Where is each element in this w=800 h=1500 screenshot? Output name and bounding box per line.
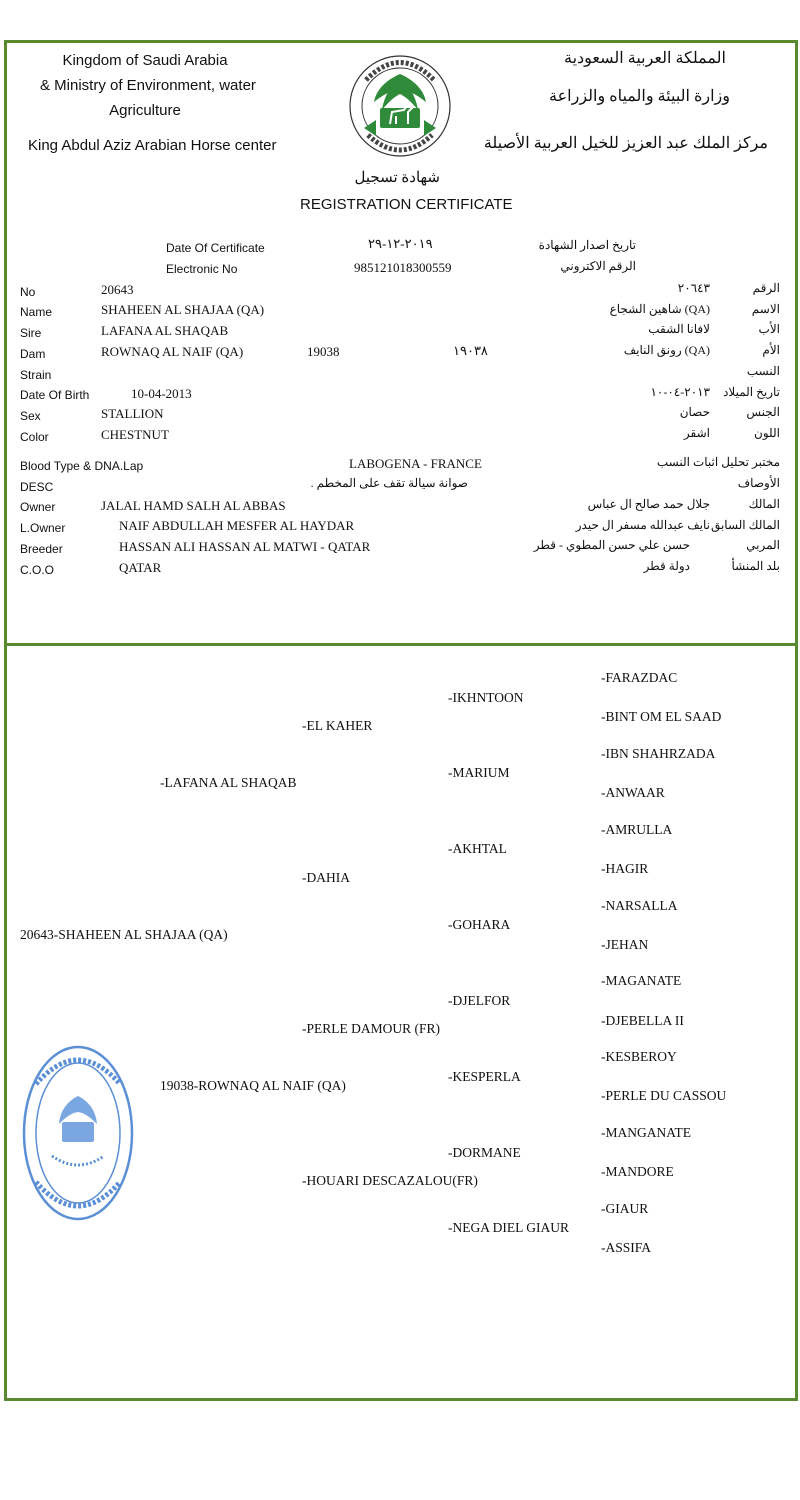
dob-value: 10-04-2013: [131, 386, 192, 401]
pedigree-gen3: -MARIUM: [448, 765, 510, 780]
pedigree-gen4: -DJEBELLA II: [601, 1013, 684, 1028]
name-value: SHAHEEN AL SHAJAA (QA): [101, 302, 265, 317]
pedigree-sire: -LAFANA AL SHAQAB: [160, 775, 297, 790]
ministry-logo: [346, 50, 454, 168]
header-en-line4: King Abdul Aziz Arabian Horse center: [28, 137, 277, 154]
desc-label-ar: الأوصاف: [737, 476, 780, 490]
sex-value-ar: حصان: [679, 405, 710, 419]
dam-value-ar: (QA) رونق النايف: [623, 343, 710, 357]
lowner-label: L.Owner: [20, 521, 66, 535]
no-value: 20643: [101, 282, 134, 297]
no-label-ar: الرقم: [752, 281, 780, 295]
header-ar-line3: مركز الملك عبد العزيز للخيل العربية الأصيلة: [483, 135, 768, 152]
header-ar-line1: المملكة العربية السعودية: [564, 50, 726, 67]
pedigree-gen4: -MANGANATE: [601, 1125, 691, 1140]
pedigree-gen4: -FARAZDAC: [601, 670, 678, 685]
header-ar-line2: وزارة البيئة والمياه والزراعة: [549, 88, 730, 105]
coo-value: QATAR: [119, 560, 162, 575]
color-value: CHESTNUT: [101, 427, 169, 442]
dam-number: 19038: [307, 344, 340, 359]
sex-value: STALLION: [101, 406, 164, 421]
dam-value: ROWNAQ AL NAIF (QA): [101, 344, 244, 359]
color-label: Color: [20, 430, 49, 444]
electronic-label: Electronic No: [166, 262, 238, 276]
strain-label-ar: النسب: [746, 364, 780, 378]
pedigree-gen3: -KESPERLA: [448, 1069, 521, 1084]
pedigree-gen3: -DJELFOR: [448, 993, 511, 1008]
title-ar: شهادة تسجيل: [354, 170, 440, 186]
pedigree-gen3: -GOHARA: [448, 917, 511, 932]
pedigree-gen2: -PERLE DAMOUR (FR): [302, 1021, 441, 1036]
sex-label: Sex: [20, 409, 41, 423]
color-label-ar: اللون: [754, 426, 780, 440]
breeder-label-ar: المربي: [746, 538, 780, 552]
coo-label: C.O.O: [20, 563, 55, 577]
lowner-value-ar: نايف عبدالله مسفر ال حيدر: [575, 518, 710, 532]
pedigree-gen4: -NARSALLA: [601, 898, 678, 913]
pedigree-gen4: -ANWAAR: [601, 785, 665, 800]
pedigree-gen4: -AMRULLA: [601, 822, 673, 837]
lowner-label-ar: المالك السابق: [710, 518, 780, 532]
no-label: No: [20, 285, 36, 299]
no-value-ar: ٢٠٦٤٣: [677, 281, 710, 295]
blood-label: Blood Type & DNA.Lap: [20, 459, 144, 473]
dob-value-ar: ٢٠١٣-٠٤-١٠: [650, 385, 710, 399]
dam-label-ar: الأم: [762, 343, 780, 357]
sire-label: Sire: [20, 326, 42, 340]
owner-label-ar: المالك: [748, 497, 780, 511]
pedigree-gen4: -MANDORE: [601, 1164, 674, 1179]
sex-label-ar: الجنس: [746, 405, 780, 419]
title-en: REGISTRATION CERTIFICATE: [300, 196, 513, 213]
name-label-ar: الاسم: [751, 302, 780, 316]
owner-label: Owner: [20, 500, 56, 514]
lowner-value: NAIF ABDULLAH MESFER AL HAYDAR: [119, 518, 355, 533]
pedigree-gen4: -KESBEROY: [601, 1049, 677, 1064]
pedigree-gen4: -MAGANATE: [601, 973, 682, 988]
blood-value: LABOGENA - FRANCE: [349, 456, 482, 471]
electronic-value: 985121018300559: [354, 260, 452, 275]
coo-value-ar: دولة قطر: [643, 559, 690, 573]
desc-value-ar: صوانة سيالة تقف على المخطم .: [310, 476, 468, 490]
desc-label: DESC: [20, 480, 54, 494]
date-label: Date Of Certificate: [166, 241, 265, 255]
dam-label: Dam: [20, 347, 46, 361]
pedigree-gen3: -DORMANE: [448, 1145, 521, 1160]
sire-value-ar: لافانا الشقب: [648, 322, 710, 336]
pedigree-gen4: -IBN SHAHRZADA: [601, 746, 716, 761]
breeder-value: HASSAN ALI HASSAN AL MATWI - QATAR: [119, 539, 371, 554]
dob-label-ar: تاريخ الميلاد: [723, 385, 780, 399]
pedigree-gen4: -HAGIR: [601, 861, 649, 876]
electronic-label-ar: الرقم الاكتروني: [560, 259, 636, 273]
header-en-line2: & Ministry of Environment, water: [40, 77, 256, 94]
pedigree-dam: 19038-ROWNAQ AL NAIF (QA): [160, 1078, 346, 1093]
pedigree-gen4: -JEHAN: [601, 937, 649, 952]
pedigree-horse: 20643-SHAHEEN AL SHAJAA (QA): [20, 927, 228, 942]
color-value-ar: اشقر: [683, 426, 710, 440]
pedigree-gen2: -HOUARI DESCAZALOU(FR): [302, 1173, 478, 1188]
pedigree-gen3: -NEGA DIEL GIAUR: [448, 1220, 569, 1235]
pedigree-gen2: -DAHIA: [302, 870, 350, 885]
dam-number-ar: ١٩٠٣٨: [453, 343, 488, 358]
header-en-line1: Kingdom of Saudi Arabia: [62, 52, 228, 69]
pedigree-gen2: -EL KAHER: [302, 718, 373, 733]
date-value: ٢٠١٩-١٢-٢٩: [368, 236, 433, 251]
owner-value-ar: جلال حمد صالح ال عباس: [587, 497, 710, 511]
date-label-ar: تاريخ اصدار الشهادة: [538, 238, 636, 252]
registry-seal: [22, 1044, 134, 1222]
breeder-label: Breeder: [20, 542, 63, 556]
sire-value: LAFANA AL SHAQAB: [101, 323, 229, 338]
pedigree-gen4: -PERLE DU CASSOU: [601, 1088, 727, 1103]
owner-value: JALAL HAMD SALH AL ABBAS: [101, 498, 286, 513]
blood-label-ar: مختبر تحليل اثبات النسب: [656, 455, 780, 469]
name-value-ar: (QA) شاهين الشجاع: [609, 302, 710, 316]
pedigree-gen4: -GIAUR: [601, 1201, 649, 1216]
name-label: Name: [20, 305, 53, 319]
breeder-value-ar: حسن علي حسن المطوي - قطر: [533, 538, 690, 552]
coo-label-ar: بلد المنشأ: [731, 559, 780, 573]
pedigree-gen4: -ASSIFA: [601, 1240, 652, 1255]
dob-label: Date Of Birth: [20, 388, 90, 402]
sire-label-ar: الأب: [758, 322, 780, 336]
pedigree-gen3: -AKHTAL: [448, 841, 507, 856]
strain-label: Strain: [20, 368, 52, 382]
header-en-line3: Agriculture: [109, 102, 181, 119]
pedigree-gen3: -IKHNTOON: [448, 690, 524, 705]
pedigree-gen4: -BINT OM EL SAAD: [601, 709, 722, 724]
